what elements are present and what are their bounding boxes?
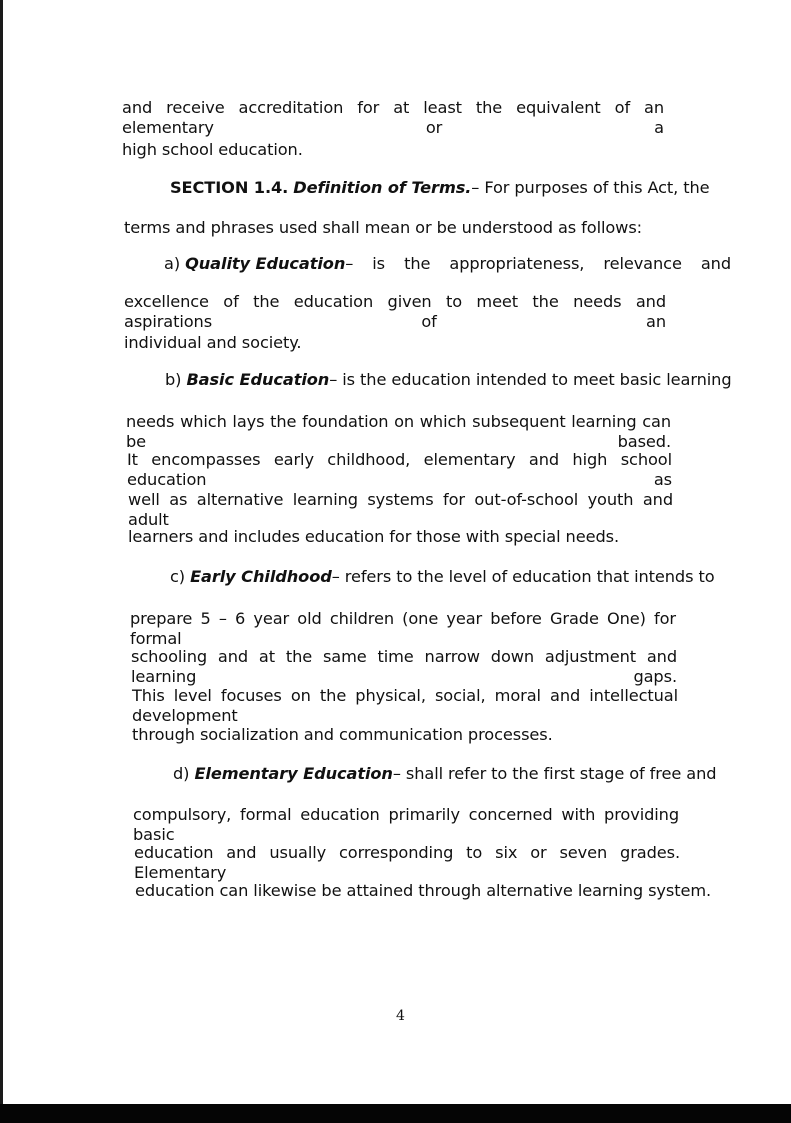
definition-d-line-1 xyxy=(173,764,717,784)
definition-b-term: Basic Education xyxy=(186,370,330,389)
definition-b-line-3: It encompasses early childhood, elementary and high school education as xyxy=(127,450,672,489)
definition-d-marker: d) xyxy=(173,764,190,783)
definition-b-line-2: needs which lays the foundation on which subsequent learning can be based. xyxy=(126,412,671,451)
section-intro-line-2: terms and phrases used shall mean or be understood as follows: xyxy=(124,218,643,237)
definition-a-line-3: individual and society. xyxy=(124,333,302,352)
scan-bottom-band xyxy=(0,1104,791,1123)
scan-left-edge xyxy=(0,0,3,1123)
definition-c-term: Early Childhood xyxy=(190,567,332,586)
definition-a-line-2: excellence of the education given to meet the needs and aspirations of an xyxy=(124,292,666,331)
definition-c-rest: – refers to the level of education that intends to xyxy=(331,567,715,586)
paragraph-continuation-line-1: and receive accreditation for at least the equivalent of an elementary or a xyxy=(122,98,664,137)
page-number: 4 xyxy=(396,1008,405,1024)
definition-d-line-4: education can likewise be attained through alternative learning system. xyxy=(135,881,712,900)
definition-b-line-4: well as alternative learning systems for out-of-school youth and adult xyxy=(128,490,673,529)
definition-b-line-1 xyxy=(165,370,732,390)
definition-a-rest: – is the appropriateness, relevance and xyxy=(345,254,732,273)
definition-c-line-5: through socialization and communication processes. xyxy=(132,725,553,744)
section-heading-rest: – For purposes of this Act, the xyxy=(471,178,710,197)
definition-b-line-5: learners and includes education for those with special needs. xyxy=(128,527,619,546)
definition-b-rest: – is the education intended to meet basic learning xyxy=(329,370,732,389)
definition-c-line-1 xyxy=(170,567,715,587)
definition-d-line-2: compulsory, formal education primarily concerned with providing basic xyxy=(133,805,679,844)
definition-c-line-4: This level focuses on the physical, social, moral and intellectual development xyxy=(132,686,678,725)
paragraph-continuation-line-2: high school education. xyxy=(122,140,303,159)
definition-c-marker: c) xyxy=(170,567,186,586)
definition-d-line-3: education and usually corresponding to six or seven grades. Elementary xyxy=(134,843,680,882)
definition-d-rest: – shall refer to the first stage of free and xyxy=(392,764,717,783)
definition-d-term: Elementary Education xyxy=(194,764,393,783)
section-heading-line xyxy=(170,178,710,198)
section-number: SECTION 1.4. xyxy=(170,178,289,197)
definition-c-line-3: schooling and at the same time narrow down adjustment and learning gaps. xyxy=(131,647,677,686)
section-title: Definition of Terms. xyxy=(293,178,472,197)
definition-a-line-1 xyxy=(164,254,732,274)
definition-b-marker: b) xyxy=(165,370,182,389)
definition-a-term: Quality Education xyxy=(185,254,346,273)
definition-c-line-2: prepare 5 – 6 year old children (one year before Grade One) for formal xyxy=(130,609,676,648)
definition-a-marker: a) xyxy=(164,254,181,273)
